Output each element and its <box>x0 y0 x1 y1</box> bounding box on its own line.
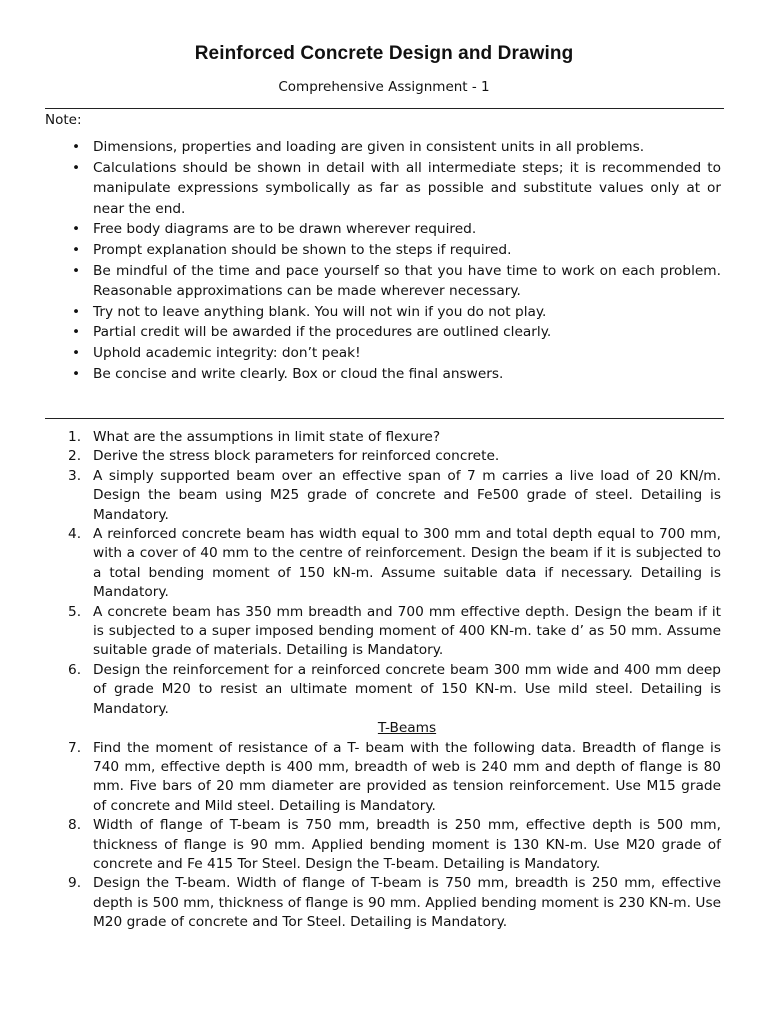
question-item <box>0 739 721 817</box>
question-number: 1. <box>68 429 82 445</box>
question-item <box>0 603 721 661</box>
question-text: Design the reinforcement for a reinforced concrete beam 300 mm wide and 400 mm deep of grade M20 to resist an ultimate moment of 150 KN-m. Use mild steel. Detailing is Mandatory. <box>93 661 721 717</box>
note-item: • Prompt explanation should be shown to the steps if required. <box>0 240 721 261</box>
note-item: • Dimensions, properties and loading are given in consistent units in all problems. <box>0 137 721 158</box>
notes-list <box>0 137 721 384</box>
note-item: • Free body diagrams are to be drawn wherever required. <box>0 219 721 240</box>
note-label: Note: <box>45 112 82 128</box>
question-item <box>0 816 721 874</box>
question-number: 8. <box>68 817 82 834</box>
question-number: 5. <box>68 603 82 620</box>
question-text: Design the T-beam. Width of flange of T-beam is 750 mm, breadth is 250 mm, effective depth is 500 mm, thickness of flange is 90 mm. Applied bending moment is 230 KN-m. Use M20 grade of concrete and Tor Steel. Detailing is Mandatory. <box>93 875 721 931</box>
question-number: 6. <box>68 661 82 678</box>
section-divider <box>45 418 724 419</box>
document-subtitle: Comprehensive Assignment - 1 <box>278 79 490 95</box>
note-item: • Partial credit will be awarded if the procedures are outlined clearly. <box>0 322 721 343</box>
note-item: • Be mindful of the time and pace yourself so that you have time to work on each problem. Reasonable approximations can be made wherever necessary. <box>0 261 721 302</box>
question-text: Width of flange of T-beam is 750 mm, breadth is 250 mm, effective depth is 500 mm, thickness of flange is 90 mm. Applied bending moment is 130 KN-m. Use M20 grade of concrete and Fe 415 Tor Steel. Design the T-beam. Detailing is Mandatory. <box>93 817 721 872</box>
question-number: 2. <box>68 448 82 465</box>
question-text: A reinforced concrete beam has width equal to 300 mm and total depth equal to 700 mm, with a cover of 40 mm to the centre of reinforcement. Design the beam if it is subjected to a total bending moment of 150 kN-m. Assume suitable data if necessary. Detailing is Mandatory. <box>93 526 721 601</box>
question-number: 3. <box>68 467 82 484</box>
question-number: 4. <box>68 526 82 543</box>
question-text: A concrete beam has 350 mm breadth and 700 mm effective depth. Design the beam if it is subjected to a super imposed bending moment of 400 KN-m. take d’ as 50 mm. Assume suitable grade of materials. Detailing is Mandatory. <box>93 603 721 659</box>
question-item <box>0 467 721 525</box>
section-heading-text: T-Beams <box>377 720 437 737</box>
question-text: What are the assumptions in limit state of flexure? <box>93 429 441 445</box>
document-title: Reinforced Concrete Design and Drawing <box>194 43 574 64</box>
question-item <box>0 874 721 932</box>
section-heading <box>0 719 721 738</box>
note-item: • Calculations should be shown in detail with all intermediate steps; it is recommended to manipulate expressions symbolically as far as possible and substitute values only at or near the end. <box>0 158 721 220</box>
question-item <box>0 447 721 466</box>
questions-list <box>0 428 721 933</box>
question-text: A simply supported beam over an effective span of 7 m carries a live load of 20 KN/m. Design the beam using M25 grade of concrete and Fe500 grade of steel. Detailing is Mandatory. <box>93 467 721 523</box>
question-item <box>0 428 721 447</box>
question-text: Find the moment of resistance of a T- beam with the following data. Breadth of flange is 740 mm, effective depth is 400 mm, breadth of web is 240 mm and depth of flange is 80 mm. Five bars of 20 mm diameter are provided as tension reinforcement. Use M15 grade of concrete and Mild steel. Detailing is Mandatory. <box>93 739 721 814</box>
question-item <box>0 661 721 719</box>
top-divider <box>45 108 724 109</box>
question-item <box>0 525 721 603</box>
question-number: 9. <box>68 875 82 892</box>
question-text: Derive the stress block parameters for reinforced concrete. <box>93 448 500 465</box>
note-item: • Try not to leave anything blank. You will not win if you do not play. <box>0 302 721 323</box>
note-item: • Uphold academic integrity: don’t peak! <box>0 343 721 364</box>
note-item: • Be concise and write clearly. Box or cloud the final answers. <box>0 364 721 385</box>
question-number: 7. <box>68 739 82 756</box>
